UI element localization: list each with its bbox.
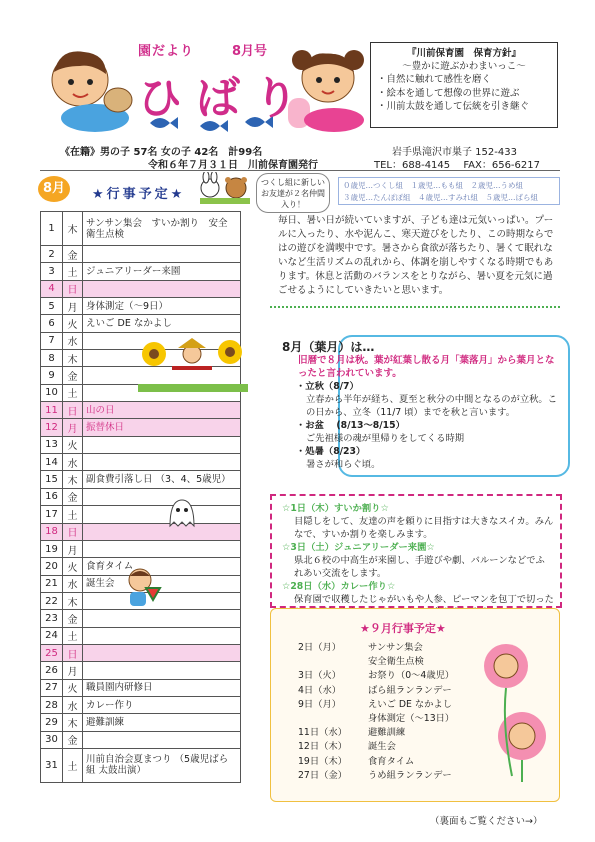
calendar-date: 25 [41,644,63,661]
calendar-weekday: 土 [63,263,83,280]
calendar-date: 12 [41,419,63,436]
calendar-date: 16 [41,488,63,505]
risshu-title: ・立秋（8/7） [296,381,359,392]
september-item [298,656,458,668]
month-badge: 8月 [38,176,70,202]
september-date: 12日（木） [298,741,348,753]
calendar-row [41,627,241,644]
calendar-weekday: 金 [63,610,83,627]
calendar-weekday: 火 [63,558,83,575]
shosho-title: ・処暑（8/23） [296,446,366,457]
calendar-date: 29 [41,714,63,731]
issue-date: 令和６年７月３１日 川前保育園発行 [148,160,318,171]
policy-motto: ～豊かに遊ぶかわまいっこ～ [402,61,526,73]
september-event: 食育タイム [368,755,415,767]
calendar-event: 食育タイム [83,558,241,575]
calendar-row [41,419,241,436]
calendar-row [41,679,241,696]
calendar-date: 15 [41,471,63,488]
event-heading: ☆1日（木）すいか割り☆ [282,503,389,514]
calendar-row [41,280,241,297]
calendar-event [83,454,241,471]
policy-item: ・川前太鼓を通して伝統を引き継ぐ [377,100,530,112]
calendar-weekday: 月 [63,419,83,436]
calendar-event: 避難訓練 [83,714,241,731]
header-divider [40,170,560,171]
newsletter-label: 園だより [138,44,195,59]
calendar-event: 身体測定（～9日） [83,298,241,315]
schedule-title: ★行事予定★ [92,187,186,202]
september-item [298,756,458,768]
calendar-row [41,402,241,419]
september-date [298,713,366,725]
calendar-date: 17 [41,506,63,523]
calendar-event [83,610,241,627]
events-list [282,502,554,619]
calendar-event: 山の日 [83,402,241,419]
calendar-date: 13 [41,436,63,453]
calendar-weekday: 木 [63,471,83,488]
september-date: 9日（月） [298,698,342,710]
september-date: 3日（火） [298,670,342,682]
calendar-weekday: 水 [63,575,83,592]
calendar-row [41,610,241,627]
calendar-weekday: 日 [63,280,83,297]
calendar-event: サンサン集会 すいか割り 安全衛生点検 [83,212,241,246]
september-date: 27日（金） [298,769,348,781]
speech-bubble: つくし組に新しいお友達が２名仲間入り！ [256,173,330,213]
calendar-row [41,212,241,246]
calendar-date: 10 [41,384,63,401]
hazuki-intro: 旧暦で８月は秋。葉が紅葉し散る月「葉落月」から葉月となったと言われています。 [298,355,555,379]
september-item [298,770,458,782]
calendar-weekday: 月 [63,298,83,315]
calendar-date: 30 [41,731,63,748]
calendar-weekday: 土 [63,748,83,782]
calendar-date: 19 [41,540,63,557]
calendar-date: 9 [41,367,63,384]
calendar-row [41,471,241,488]
september-date: 2日（月） [298,642,342,653]
calendar-date: 8 [41,350,63,367]
september-item [298,642,458,654]
calendar-weekday: 月 [63,540,83,557]
september-event: 安全衛生点検 [368,656,424,668]
address: 岩手県滝沢市巣子 152-433 [392,147,517,158]
august-calendar [40,211,241,783]
calendar-weekday: 火 [63,436,83,453]
calendar-event [83,627,241,644]
issue-month: 8月号 [232,44,268,59]
calendar-date: 31 [41,748,63,782]
calendar-weekday: 土 [63,384,83,401]
calendar-weekday: 日 [63,523,83,540]
calendar-date: 22 [41,592,63,609]
calendar-row [41,298,241,315]
risshu-body: 立春から半年が経ち、夏至と秋分の中間となるのが立秋。この日から、立冬（11/7 頃）までを秋と言います。 [306,394,558,418]
contact-phone: TEL：688-4145 FAX：656-6217 [374,160,540,171]
september-item [298,699,458,711]
shosho-body: 暑さが和らぐ頃。 [306,459,381,470]
calendar-date: 21 [41,575,63,592]
obon-body: ご先祖様の魂が里帰りをしてくる時期 [306,433,465,444]
september-date: 4日（水） [298,684,342,696]
calendar-event: カレー作り [83,696,241,713]
calendar-date: 4 [41,280,63,297]
calendar-row [41,731,241,748]
calendar-date: 1 [41,212,63,246]
calendar-weekday: 木 [63,592,83,609]
calendar-event [83,644,241,661]
september-event: えいご DE なかよし [368,698,453,710]
enrollment-count: 《在籍》男の子 57名 女の子 42名 計99名 [60,147,263,158]
september-item [298,727,458,739]
calendar-event [83,246,241,263]
policy-title: 『川前保育園 保育方針』 [406,48,521,59]
calendar-event [83,488,241,505]
calendar-weekday: 火 [63,315,83,332]
september-event: 身体測定（～13日） [368,713,455,725]
calendar-weekday: 日 [63,644,83,661]
children-mascot-illustration [40,40,140,135]
calendar-event: 誕生会 [83,575,241,592]
calendar-event [83,280,241,297]
calendar-event [83,506,241,523]
hazuki-title: 8月（葉月）は… [282,340,375,354]
calendar-date: 5 [41,298,63,315]
calendar-event [83,662,241,679]
calendar-date: 11 [41,402,63,419]
calendar-row [41,644,241,661]
calendar-event [83,436,241,453]
newsletter-title: ひばり [138,73,312,124]
calendar-weekday: 木 [63,714,83,731]
calendar-row [41,246,241,263]
calendar-date: 14 [41,454,63,471]
calendar-event [83,731,241,748]
calendar-row [41,436,241,453]
calendar-row [41,506,241,523]
september-event: サンサン集会 [368,642,423,653]
september-event: ばら組ランランデー [368,684,452,696]
footer-note: （裏面もご覧ください→） [430,816,543,827]
event-body: 目隠しをして、友達の声を頼りに目指すは大きなスイカ。みんなで、すいか割りを楽しみます。 [294,516,554,540]
calendar-weekday: 水 [63,332,83,349]
calendar-event: ジュニアリーダー来園 [83,263,241,280]
calendar-row [41,748,241,782]
september-item [298,670,458,682]
september-event: お祭り（0～4歳児） [368,670,455,682]
event-body: 県北６校の中高生が来園し、手遊びや劇、バルーンなどでふれあい交流をします。 [294,555,545,579]
calendar-weekday: 水 [63,454,83,471]
september-item [298,741,458,753]
flower-fairies-illustration [472,636,552,786]
calendar-row [41,315,241,332]
calendar-weekday: 木 [63,350,83,367]
intro-text: 毎日、暑い日が続いていますが、子ども達は元気いっぱい。プールに入ったり、水や泥んこ、寒天遊びをしたり、この時期ならではの遊びを満喫中です。暑さから食欲が落ちたり、暑くて眠れないなど生活リズムの乱れから、体調を崩しやすくなる時期でもあります。休息と活動のバランスをとりながら、暑い夏を元気に過ごせるようにしていきたいと思います。 [278,215,554,296]
calendar-event: 振替休日 [83,419,241,436]
calendar-row [41,488,241,505]
calendar-weekday: 土 [63,627,83,644]
september-event: うめ組ランランデー [368,769,452,781]
calendar-date: 27 [41,679,63,696]
calendar-event: えいご DE なかよし [83,315,241,332]
calendar-event [83,523,241,540]
calendar-date: 26 [41,662,63,679]
policy-box [370,42,558,128]
calendar-row [41,714,241,731]
calendar-weekday: 金 [63,246,83,263]
obon-title: ・お盆 (8/13～8/15） [296,420,405,431]
calendar-date: 18 [41,523,63,540]
calendar-weekday: 木 [63,212,83,246]
event-heading: ☆28日（水）カレー作り☆ [282,581,396,592]
calendar-event [83,540,241,557]
september-event: 誕生会 [368,741,396,753]
calendar-date: 7 [41,332,63,349]
september-date: 11日（水） [298,727,348,739]
policy-item: ・絵本を通して想像の世界に遊ぶ [377,87,520,99]
september-item [298,685,458,697]
calendar-date: 2 [41,246,63,263]
class-names-box: ０歳児…つくし組 １歳児…もも組 ２歳児…うめ組 ３歳児…たんぽぽ組 ４歳児…すみれ組 ５歳児…ばら組 [338,177,560,205]
calendar-weekday: 火 [63,679,83,696]
calendar-row [41,454,241,471]
calendar-weekday: 月 [63,662,83,679]
calendar-weekday: 金 [63,367,83,384]
calendar-weekday: 日 [63,402,83,419]
hazuki-items [296,380,562,471]
event-heading: ☆3日（土）ジュニアリーダー来園☆ [282,542,435,553]
ghost-icon [166,496,198,530]
calendar-weekday: 金 [63,731,83,748]
calendar-row [41,523,241,540]
september-schedule [296,640,460,784]
calendar-date: 3 [41,263,63,280]
september-title: ★９月行事予定★ [360,622,446,635]
september-item [298,713,458,725]
calendar-event: 川前自治会夏まつり （5歳児ばら組 太鼓出演） [83,748,241,782]
policy-item: ・自然に触れて感性を磨く [377,74,492,86]
calendar-row [41,662,241,679]
calendar-event: 職員園内研修日 [83,679,241,696]
calendar-date: 23 [41,610,63,627]
watermelon-divider [270,306,560,316]
animal-friends-illustration [196,172,254,206]
calendar-weekday: 水 [63,696,83,713]
september-date: 19日（木） [298,755,348,767]
september-date [298,656,366,668]
calendar-date: 28 [41,696,63,713]
child-eating-watermelon-illustration [120,566,164,608]
september-event: 避難訓練 [368,727,406,739]
calendar-date: 20 [41,558,63,575]
calendar-row [41,696,241,713]
calendar-weekday: 金 [63,488,83,505]
calendar-date: 24 [41,627,63,644]
calendar-weekday: 土 [63,506,83,523]
calendar-event: 副食費引落し日 （3、4、5歳児） [83,471,241,488]
event-body: 保育園で収穫したじゃがいもや人参、ピーマンを包丁で切った [294,594,554,605]
calendar-row [41,540,241,557]
calendar-date: 6 [41,315,63,332]
calendar-row [41,263,241,280]
sunflower-scarecrow-illustration [138,336,248,394]
